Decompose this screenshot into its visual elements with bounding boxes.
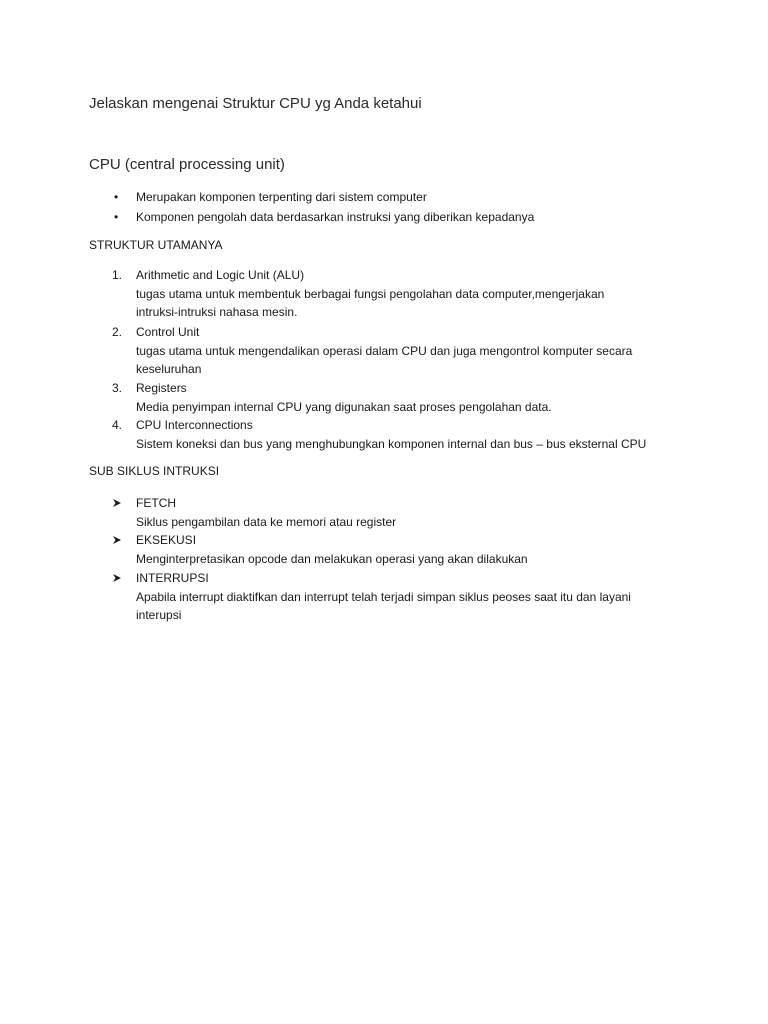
arrow-bullet-icon bbox=[112, 494, 122, 508]
cpu-heading: CPU (central processing unit) bbox=[89, 156, 285, 173]
question-title: Jelaskan mengenai Struktur CPU yg Anda ketahui bbox=[89, 95, 422, 112]
bullet-text: Komponen pengolah data berdasarkan instruksi yang diberikan kepadanya bbox=[136, 210, 535, 224]
structure-heading: STRUKTUR UTAMANYA bbox=[89, 238, 223, 252]
structure-item-title: CPU Interconnections bbox=[136, 418, 253, 432]
list-number: 3. bbox=[112, 381, 123, 395]
cycle-item-title: INTERRUPSI bbox=[136, 571, 209, 585]
arrow-bullet-icon bbox=[112, 569, 122, 583]
list-number: 4. bbox=[112, 418, 123, 432]
cycle-item-desc: Apabila interrupt diaktifkan dan interrupt telah terjadi simpan siklus peoses saat itu dan layani bbox=[136, 590, 631, 604]
bullet-marker: • bbox=[114, 210, 119, 224]
structure-item-desc: Sistem koneksi dan bus yang menghubungkan komponen internal dan bus – bus eksternal CPU bbox=[136, 437, 647, 451]
arrow-bullet-icon bbox=[112, 531, 122, 545]
bullet-text: Merupakan komponen terpenting dari sistem computer bbox=[136, 190, 427, 204]
structure-item-desc: keseluruhan bbox=[136, 362, 202, 376]
bullet-marker: • bbox=[114, 190, 119, 204]
structure-item-desc: intruksi-intruksi nahasa mesin. bbox=[136, 305, 298, 319]
cycle-item-title: FETCH bbox=[136, 496, 176, 510]
structure-item-desc: tugas utama untuk membentuk berbagai fungsi pengolahan data computer,mengerjakan bbox=[136, 287, 605, 301]
cycle-item-desc: Menginterpretasikan opcode dan melakukan operasi yang akan dilakukan bbox=[136, 552, 528, 566]
cycle-item-desc: interupsi bbox=[136, 608, 182, 622]
structure-item-title: Registers bbox=[136, 381, 187, 395]
cycle-heading: SUB SIKLUS INTRUKSI bbox=[89, 464, 220, 478]
structure-item-title: Arithmetic and Logic Unit (ALU) bbox=[136, 268, 305, 282]
cycle-item-title: EKSEKUSI bbox=[136, 533, 197, 547]
list-number: 2. bbox=[112, 325, 123, 339]
cycle-item-desc: Siklus pengambilan data ke memori atau register bbox=[136, 515, 397, 529]
structure-item-desc: Media penyimpan internal CPU yang digunakan saat proses pengolahan data. bbox=[136, 400, 552, 414]
structure-item-title: Control Unit bbox=[136, 325, 200, 339]
structure-item-desc: tugas utama untuk mengendalikan operasi dalam CPU dan juga mengontrol komputer secara bbox=[136, 344, 633, 358]
list-number: 1. bbox=[112, 268, 123, 282]
